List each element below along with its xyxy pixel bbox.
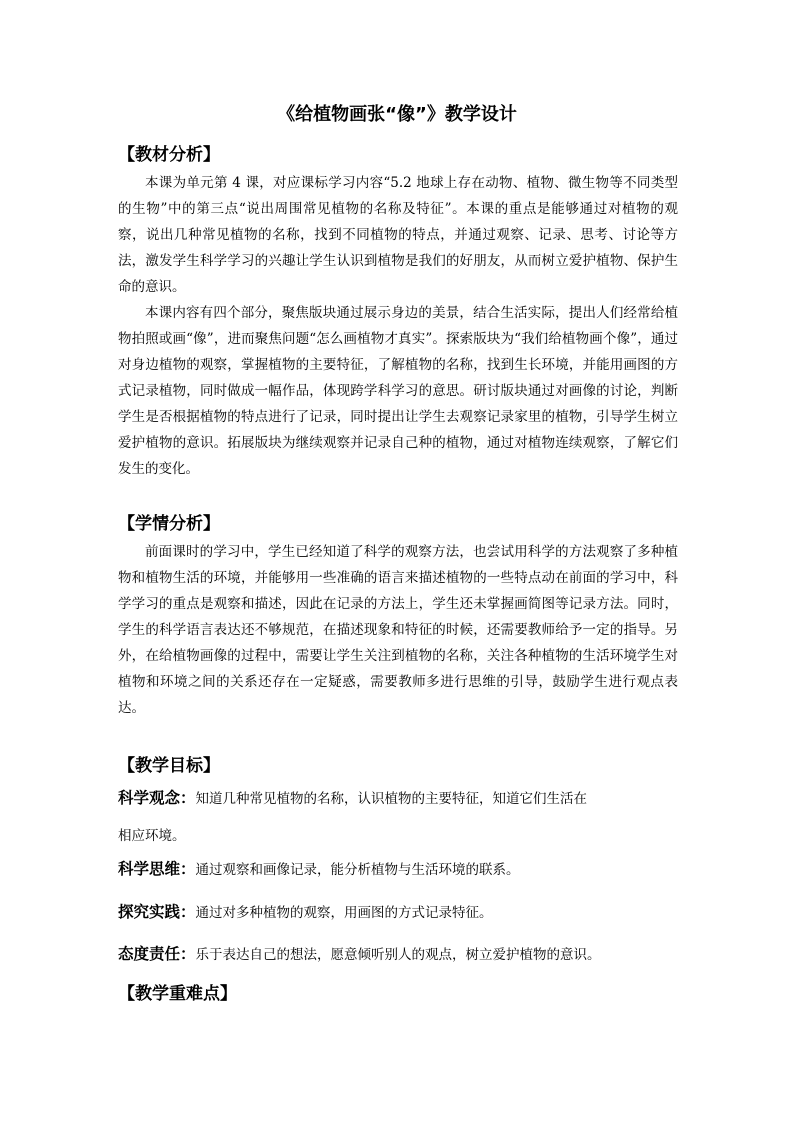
- section-heading-key-difficulties: 【教学重难点】: [118, 984, 237, 1004]
- goal-inquiry-practice: [118, 902, 680, 923]
- paragraph-textbook-analysis-2: 本课内容有四个部分，聚焦版块通过展示身边的美景，结合生活实际，提出人们经常给植物拍照或画“像”，进而聚焦问题“怎么画植物才真实”。探索版块为“我们给植物画个像”，通过对身边植物的观察，掌握植物的主要特征，了解植物的名称，找到生长环境，并能用画图的方式记录植物，同时做成一幅作品，体现跨学科学习的意思。研讨版块通过对画像的讨论，判断学生是否根据植物的特点进行了记录，同时提出让学生去观察记录家里的植物，引导学生树立爱护植物的意识。拓展版块为继续观察并记录自己种的植物，通过对植物连续观察，了解它们发生的变化。: [118, 305, 678, 477]
- goal-label: 探究实践：: [118, 903, 196, 921]
- goal-text: 通过对多种植物的观察，用画图的方式记录特征。: [195, 905, 493, 921]
- goal-label: 科学思维：: [118, 860, 196, 878]
- goal-scientific-concept: [118, 788, 680, 809]
- goal-label: 态度责任：: [118, 945, 196, 963]
- goal-label: 科学观念：: [118, 789, 196, 807]
- goal-scientific-thinking: [118, 859, 680, 880]
- section-heading-teaching-goals: 【教学目标】: [118, 756, 220, 776]
- paragraph-textbook-analysis-1: 本课为单元第 4 课，对应课标学习内容“5.2 地球上存在动物、植物、微生物等不同类型的生物”中的第三点“说出周围常见植物的名称及特征”。本课的重点是能够通过对植物的观察，说出几种常见植物的名称，找到不同植物的特点，并通过观察、记录、思考、讨论等方法，激发学生科学学习的兴趣让学生认识到植物是我们的好朋友，从而树立爱护植物、保护生命的意识。: [118, 175, 678, 295]
- paragraph-student-analysis: 前面课时的学习中，学生已经知道了科学的观察方法，也尝试用科学的方法观察了多种植物和植物生活的环境，并能够用一些准确的语言来描述植物的一些特点动在前面的学习中，科学学习的重点是观察和描述，因此在记录的方法上，学生还未掌握画简图等记录方法。同时，学生的科学语言表达还不够规范，在描述现象和特征的时候，还需要教师给予一定的指导。另外，在给植物画像的过程中，需要让学生关注到植物的名称，关注各种植物的生活环境学生对植物和环境之间的关系还存在一定疑惑，需要教师多进行思维的引导，鼓励学生进行观点表达。: [118, 544, 678, 716]
- goal-attitude-responsibility: [118, 944, 680, 965]
- goal-text: 知道几种常见植物的名称，认识植物的主要特征，知道它们生活在: [195, 791, 588, 807]
- goal-text: 通过观察和画像记录，能分析植物与生活环境的联系。: [195, 862, 520, 878]
- goal-continuation: 相应环境。: [118, 828, 186, 844]
- section-heading-student-analysis: 【学情分析】: [118, 514, 220, 534]
- goal-text: 乐于表达自己的想法，愿意倾听别人的观点，树立爱护植物的意识。: [195, 947, 601, 963]
- section-heading-textbook-analysis: 【教材分析】: [118, 145, 220, 165]
- document-title: 《给植物画张“像”》教学设计: [277, 104, 517, 125]
